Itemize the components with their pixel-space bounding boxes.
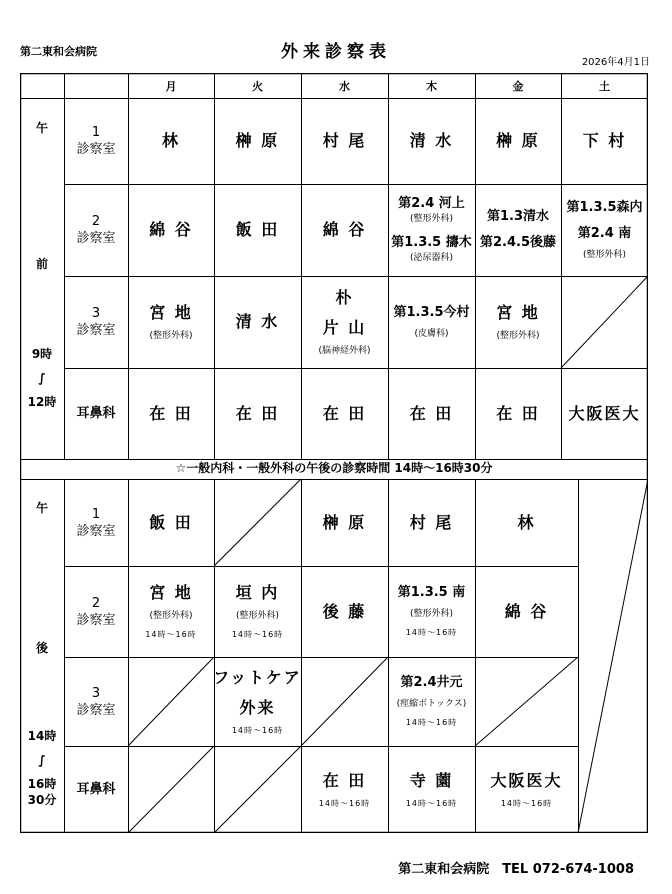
morning-cell	[128, 98, 214, 184]
cell-line: 大阪医大	[490, 770, 563, 790]
morning-cell	[388, 98, 475, 184]
cell-line: 村 尾	[322, 131, 367, 150]
day-header-mon: 月	[165, 79, 177, 93]
cell-line: 14時～16時	[231, 725, 284, 735]
morning-cell	[128, 184, 214, 276]
row-label-line: 2	[91, 595, 101, 611]
row-label-line: 診察室	[76, 523, 116, 539]
cell-line: 飯 田	[235, 220, 280, 239]
row-label-line: 診察室	[76, 702, 116, 718]
morning-cell	[128, 368, 214, 459]
morning-cell	[561, 276, 648, 368]
cell-line: (整形外科)	[496, 330, 540, 341]
afternoon-cell	[301, 746, 388, 833]
cell-line: 第2.4 河上	[398, 196, 465, 211]
cell-line: 14時～16時	[145, 630, 197, 639]
morning-cell	[475, 368, 561, 459]
row-label-line: 1	[91, 506, 101, 522]
cell-line: 14時～16時	[405, 798, 458, 808]
afternoon-cell	[388, 657, 475, 746]
morning-time-sep: ∫	[38, 371, 46, 385]
cell-line: (泌尿器科)	[409, 253, 454, 263]
cell-line: 宮 地	[149, 302, 193, 322]
morning-cell	[214, 276, 301, 368]
morning-cell	[475, 276, 561, 368]
row-label-line: 3	[91, 685, 101, 701]
afternoon-cell	[301, 657, 388, 746]
cell-line: 第1.3.5 擣木	[391, 235, 472, 250]
cell-line: フットケア	[213, 667, 302, 687]
afternoon-label-1: 午	[35, 501, 48, 515]
cell-line: 後 藤	[322, 601, 367, 621]
cell-line: 村 尾	[409, 512, 454, 532]
cell-line: 第2.4.5後藤	[479, 235, 556, 250]
row-label-line: 診察室	[76, 323, 116, 338]
morning-cell	[561, 368, 648, 459]
afternoon-cell	[128, 746, 214, 833]
morning-cell	[475, 98, 561, 184]
cell-line: 林	[517, 512, 536, 532]
cell-line: 綿 谷	[504, 601, 549, 621]
row-label-line: 診察室	[76, 231, 116, 246]
cell-line: 垣 内	[235, 583, 280, 602]
cell-line: 第1.3清水	[486, 209, 550, 224]
cell-line: 14時～16時	[231, 630, 284, 639]
cell-line: 14時～16時	[405, 718, 458, 727]
cell-line: 在 田	[235, 403, 280, 423]
afternoon-cell	[128, 479, 214, 566]
morning-label-1: 午	[35, 121, 48, 135]
cell-line: 宮 地	[149, 583, 193, 602]
page-title: 外来診察表	[281, 42, 391, 62]
day-header-fri: 金	[512, 79, 524, 93]
cell-line: (皮膚科)	[414, 328, 449, 339]
afternoon-cell	[475, 746, 578, 833]
schedule-table	[20, 73, 648, 833]
day-header-tue: 火	[252, 79, 263, 93]
row-label-line: 1	[91, 125, 101, 140]
cell-line: 林	[161, 131, 180, 150]
cell-line: 寺 薗	[409, 770, 454, 790]
morning-cell	[301, 276, 388, 368]
cell-line: (整形外科)	[409, 214, 454, 224]
cell-line: 朴	[335, 287, 354, 307]
morning-label-2: 前	[35, 257, 48, 271]
morning-cell	[388, 184, 475, 276]
row-label-line: 耳鼻科	[76, 406, 116, 421]
cell-line: 清 水	[235, 312, 280, 331]
morning-cell	[475, 184, 561, 276]
cell-line: 在 田	[322, 403, 367, 423]
afternoon-cell	[475, 566, 578, 657]
morning-cell	[301, 98, 388, 184]
cell-line: (整形外科)	[582, 249, 627, 260]
cell-line: 榊 原	[322, 512, 367, 532]
morning-cell	[214, 98, 301, 184]
afternoon-time-sep: ∫	[38, 753, 46, 767]
cell-line: 第2.4井元	[400, 675, 463, 690]
cell-line: 在 田	[149, 403, 193, 423]
cell-line: 下 村	[582, 131, 627, 150]
cell-line: 14時～16時	[500, 798, 553, 808]
afternoon-cell	[214, 746, 301, 833]
morning-row-label	[64, 184, 128, 276]
row-label-line: 診察室	[76, 612, 116, 628]
morning-cell	[214, 184, 301, 276]
cell-line: 在 田	[322, 770, 367, 790]
cell-line: 在 田	[496, 403, 540, 423]
cell-line: 大阪医大	[568, 403, 641, 423]
morning-time-start: 9時	[31, 347, 53, 361]
row-label-line: 3	[91, 306, 101, 321]
afternoon-cell	[475, 657, 578, 746]
afternoon-cell	[301, 479, 388, 566]
afternoon-cell	[214, 657, 301, 746]
cell-line: 宮 地	[496, 302, 540, 322]
cell-line: 綿 谷	[322, 220, 367, 239]
afternoon-cell	[475, 479, 578, 566]
cell-line: 14時～16時	[405, 628, 458, 637]
afternoon-row-label	[64, 657, 128, 746]
cell-line: (整形外科)	[149, 611, 193, 621]
row-label-line: 耳鼻科	[76, 782, 116, 797]
afternoon-cell	[388, 746, 475, 833]
morning-row-label	[64, 276, 128, 368]
day-header-sat: 土	[599, 79, 610, 93]
cell-line: 第1.3.5森内	[566, 199, 643, 215]
cell-line: 榊 原	[496, 131, 540, 150]
cell-line: 在 田	[409, 403, 454, 423]
afternoon-cell	[128, 657, 214, 746]
afternoon-label-2: 後	[35, 641, 48, 655]
afternoon-cell	[301, 566, 388, 657]
morning-time-end: 12時	[27, 395, 57, 409]
cell-line: (整形外科)	[149, 330, 193, 341]
morning-row-label	[64, 98, 128, 184]
afternoon-time-end-1: 16時	[27, 777, 57, 791]
cell-line: (痙縮ボトックス)	[396, 699, 467, 709]
morning-cell	[388, 276, 475, 368]
afternoon-row-label	[64, 479, 128, 566]
cell-line: 外来	[239, 697, 276, 717]
morning-cell	[128, 276, 214, 368]
morning-cell	[561, 98, 648, 184]
morning-row-label	[64, 368, 128, 459]
morning-cell	[301, 368, 388, 459]
cell-line: 第2.4 南	[577, 225, 632, 241]
issue-date: 2026年4月1日	[581, 57, 650, 68]
afternoon-row-label	[64, 566, 128, 657]
afternoon-cell	[388, 566, 475, 657]
morning-cell	[301, 184, 388, 276]
row-label-line: 診察室	[76, 142, 116, 157]
afternoon-hours-note: ☆一般内科・一般外科の午後の診察時間 14時～16時30分	[175, 461, 493, 475]
cell-line: (脳神経外科)	[318, 345, 371, 356]
afternoon-time-start: 14時	[27, 729, 57, 743]
cell-line: (整形外科)	[235, 611, 280, 621]
cell-line: 榊 原	[235, 131, 280, 150]
cell-line: 第1.3.5 南	[397, 585, 466, 600]
morning-cell	[214, 368, 301, 459]
afternoon-row-label	[64, 746, 128, 833]
hospital-name: 第二東和会病院	[20, 45, 97, 58]
afternoon-time-end-2: 30分	[27, 793, 57, 807]
afternoon-cell	[388, 479, 475, 566]
cell-line: (整形外科)	[409, 609, 454, 619]
morning-cell	[388, 368, 475, 459]
row-label-line: 2	[91, 214, 101, 229]
cell-line: 片 山	[322, 317, 367, 337]
morning-cell	[561, 184, 648, 276]
afternoon-cell	[128, 566, 214, 657]
cell-line: 清 水	[409, 131, 454, 150]
afternoon-cell	[214, 566, 301, 657]
afternoon-cell	[214, 479, 301, 566]
day-header-thu: 木	[426, 79, 437, 93]
cell-line: 第1.3.5今村	[393, 304, 470, 320]
day-header-wed: 水	[339, 79, 350, 93]
cell-line: 綿 谷	[149, 220, 193, 239]
footer-contact: 第二東和会病院 TEL 072-674-1008	[398, 862, 634, 877]
cell-line: 飯 田	[149, 512, 193, 532]
cell-line: 14時～16時	[318, 798, 371, 808]
